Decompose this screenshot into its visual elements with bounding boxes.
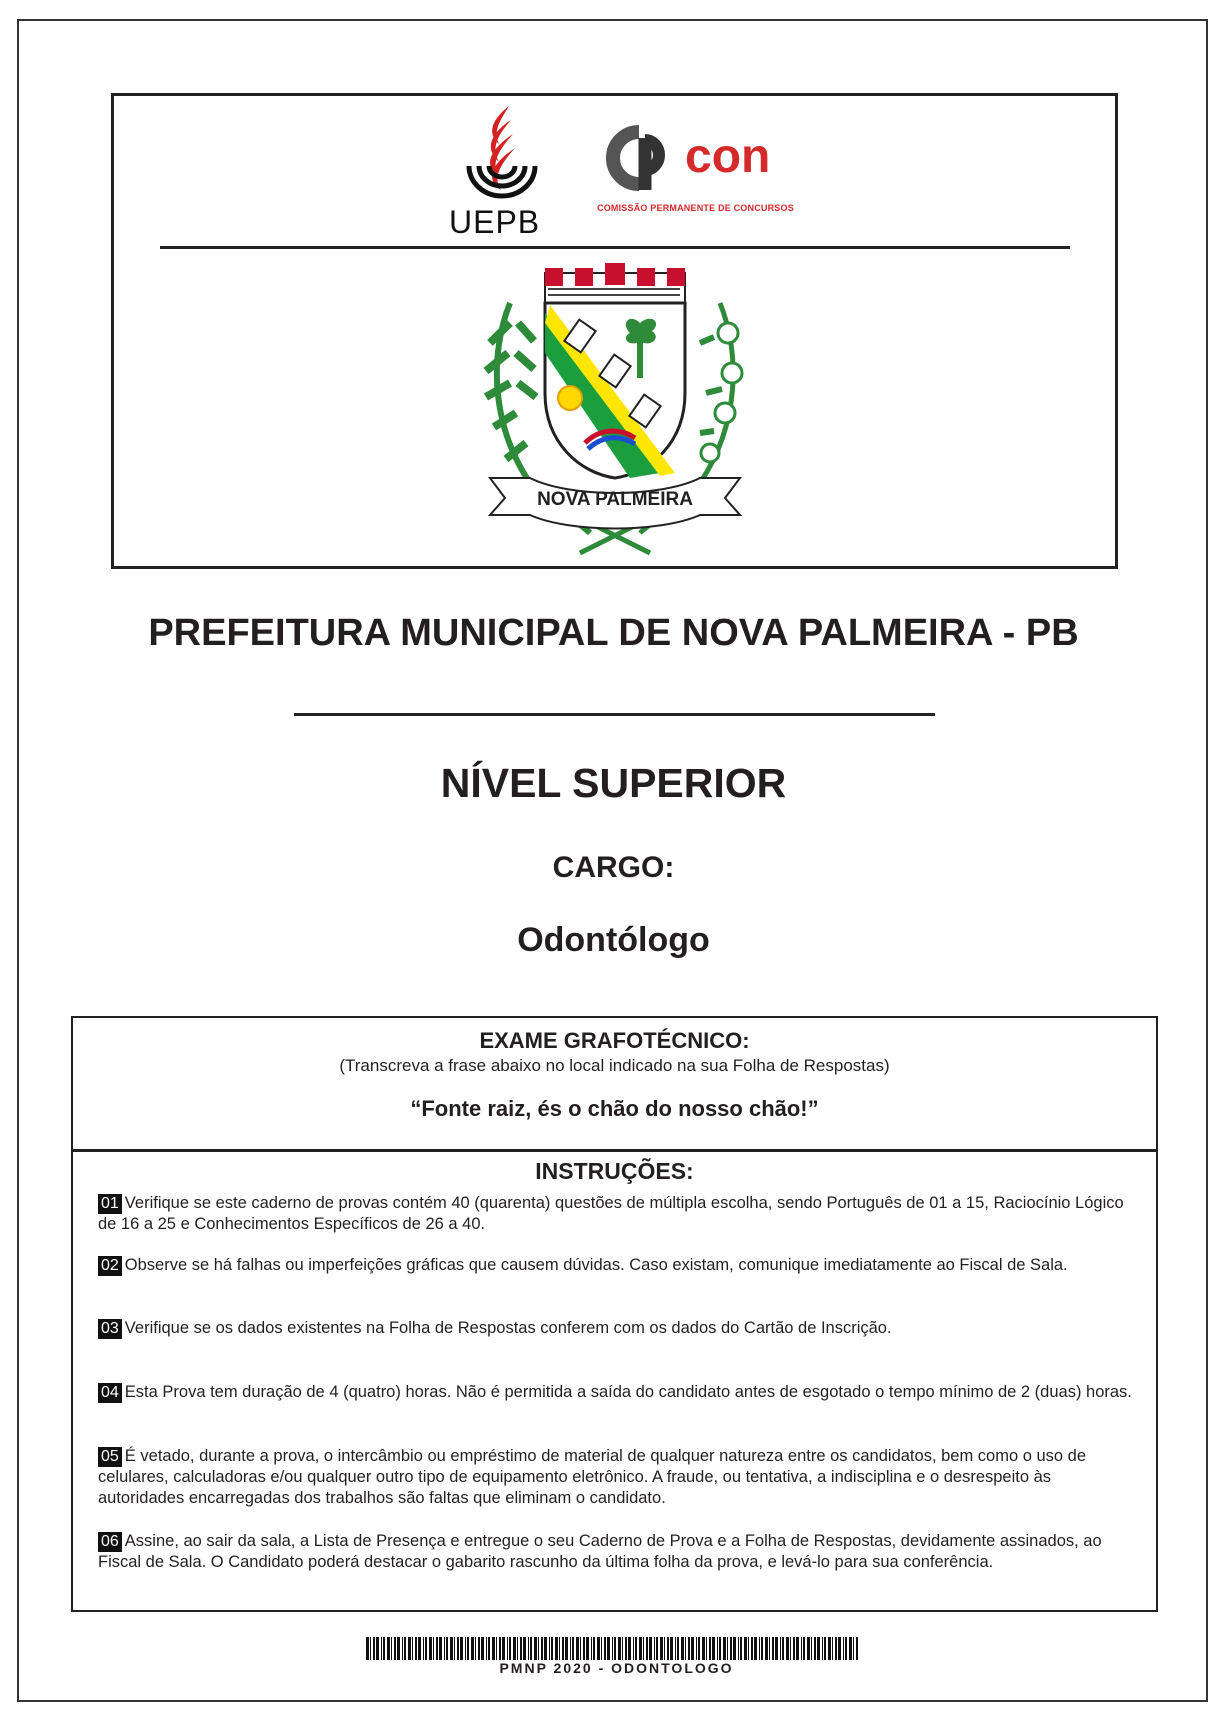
barcode-bar [530, 1637, 532, 1660]
barcode-bar [618, 1637, 621, 1660]
barcode-bar [733, 1637, 736, 1660]
barcode-bar [628, 1637, 631, 1660]
barcode-bar [528, 1637, 529, 1660]
barcode-bar [775, 1637, 778, 1660]
barcode-bar [404, 1637, 406, 1660]
exame-phrase: “Fonte raiz, és o chão do nosso chão!” [410, 1096, 819, 1121]
barcode-bar [460, 1637, 463, 1660]
item-number: 01 [98, 1194, 122, 1214]
barcode-bar [555, 1637, 558, 1660]
barcode-bar [811, 1637, 812, 1660]
barcode-bar [817, 1637, 820, 1660]
uepb-wordmark: UEPB [449, 204, 541, 240]
barcode-bar [654, 1637, 655, 1660]
barcode-bar [681, 1637, 684, 1660]
barcode-bar [712, 1637, 715, 1660]
instruction-item-04 [98, 1382, 1138, 1403]
barcode-bar [843, 1637, 844, 1660]
barcode-bar [507, 1637, 508, 1660]
barcode-bar [691, 1637, 694, 1660]
barcode-bar [698, 1637, 700, 1660]
instruction-item-01 [98, 1193, 1138, 1235]
barcode-bar [467, 1637, 469, 1660]
barcode-bar [391, 1637, 392, 1660]
barcode-bar [418, 1637, 421, 1660]
barcode-bar [425, 1637, 427, 1660]
instruction-item-02 [98, 1255, 1138, 1276]
barcode-bar [499, 1637, 501, 1660]
barcode-bar [580, 1637, 581, 1660]
barcode-bar [591, 1637, 592, 1660]
barcode-bar [838, 1637, 841, 1660]
barcode-bar [738, 1637, 739, 1660]
barcode-bar [492, 1637, 495, 1660]
barcode-bar [614, 1637, 616, 1660]
barcode-bar [376, 1637, 379, 1660]
barcode-bar [444, 1637, 445, 1660]
barcode-bar [370, 1637, 371, 1660]
cargo-value: Odontólogo [517, 921, 710, 959]
barcode-bar [486, 1637, 487, 1660]
barcode-bar [387, 1637, 390, 1660]
cpcon-logo [597, 124, 782, 192]
nivel-title: NÍVEL SUPERIOR [440, 760, 787, 806]
barcode-bar [586, 1637, 589, 1660]
barcode-bar [649, 1637, 652, 1660]
barcode-bar [394, 1637, 396, 1660]
barcode-bar [796, 1637, 799, 1660]
barcode-bar [454, 1637, 455, 1660]
logo-divider [160, 246, 1070, 249]
barcode-bar [793, 1637, 795, 1660]
barcode-bar [835, 1637, 837, 1660]
barcode-bar [803, 1637, 805, 1660]
item-number: 04 [98, 1383, 122, 1403]
barcode-bar [622, 1637, 623, 1660]
barcode-bar [786, 1637, 789, 1660]
barcode-bar [373, 1637, 375, 1660]
item-text: É vetado, durante a prova, o intercâmbio ou empréstimo de material de qualquer natureza entre os candidatos, bem como o uso de celulares, calculadoras e/ou qualquer outro tipo de equipamento eletrônico. A fraude, ou tentativa, a indisciplina e o desrespeito às autoridades encarregadas dos trabalhos são faltas que eliminam o candidato. [98, 1447, 1087, 1507]
item-text: Verifique se este caderno de provas contém 40 (quarenta) questões de múltipla escolha, sendo Português de 01 a 15, Raciocínio Lógico de 16 a 25 e Conhecimentos Específicos de 26 a 40. [98, 1194, 1124, 1233]
barcode-bar [429, 1637, 432, 1660]
barcode-bar [576, 1637, 579, 1660]
barcode-bar [667, 1637, 669, 1660]
barcode-bar [520, 1637, 522, 1660]
barcode-bar [612, 1637, 613, 1660]
barcode-bar [635, 1637, 637, 1660]
barcode-bar [790, 1637, 791, 1660]
barcode-bar [675, 1637, 676, 1660]
barcode-bar [488, 1637, 490, 1660]
barcode-bar [433, 1637, 434, 1660]
barcode-bar [450, 1637, 453, 1660]
barcode-bar [730, 1637, 732, 1660]
barcode-bar [457, 1637, 459, 1660]
barcode-bar [723, 1637, 726, 1660]
barcode-bar [593, 1637, 595, 1660]
barcode-bar [740, 1637, 742, 1660]
item-number: 02 [98, 1256, 122, 1276]
barcode-bar [807, 1637, 810, 1660]
instruction-item-06 [98, 1531, 1138, 1573]
barcode-bar [759, 1637, 760, 1660]
barcode-bar [381, 1637, 382, 1660]
barcode-bar [782, 1637, 784, 1660]
barcode-bar [688, 1637, 690, 1660]
barcode-bar [643, 1637, 644, 1660]
barcode-bar [828, 1637, 831, 1660]
barcode-bar [727, 1637, 728, 1660]
barcode-bar [639, 1637, 642, 1660]
barcode-bar [607, 1637, 610, 1660]
barcode-bar [719, 1637, 721, 1660]
barcode-bar [670, 1637, 673, 1660]
barcode-bar [751, 1637, 753, 1660]
exame-title: EXAME GRAFOTÉCNICO: [479, 1028, 750, 1053]
crest-ribbon-text: NOVA PALMEIRA [537, 489, 693, 510]
barcode-bar [646, 1637, 648, 1660]
barcode-bar [402, 1637, 403, 1660]
barcode-bar [706, 1637, 707, 1660]
item-text: Observe se há falhas ou imperfeições gráficas que causem dúvidas. Caso existam, comunique imediatamente ao Fiscal de Sala. [124, 1256, 1068, 1274]
cpcon-subtitle: COMISSÃO PERMANENTE DE CONCURSOS [597, 203, 794, 213]
barcode-bar [397, 1637, 400, 1660]
barcode-bar [702, 1637, 705, 1660]
barcode-bar [664, 1637, 665, 1660]
barcode-bar [748, 1637, 749, 1660]
barcode-bar [772, 1637, 774, 1660]
barcode-bar [544, 1637, 547, 1660]
barcode-bar [754, 1637, 757, 1660]
barcode-bar [366, 1637, 369, 1660]
item-text: Esta Prova tem duração de 4 (quatro) horas. Não é permitida a saída do candidato antes de esgotado o tempo mínimo de 2 (duas) horas. [124, 1383, 1132, 1401]
barcode-bar [517, 1637, 518, 1660]
barcode-bar [559, 1637, 560, 1660]
barcode-bar [845, 1637, 847, 1660]
barcode-bar [583, 1637, 585, 1660]
barcode-bar [832, 1637, 833, 1660]
barcode-bar [496, 1637, 497, 1660]
title-divider [294, 713, 935, 716]
item-number: 03 [98, 1319, 122, 1339]
barcode-bar [633, 1637, 634, 1660]
barcode [366, 1637, 861, 1660]
barcode-bar [436, 1637, 438, 1660]
barcode-bar [481, 1637, 484, 1660]
cargo-label: CARGO: [552, 851, 675, 884]
barcode-bar [685, 1637, 686, 1660]
barcode-bar [502, 1637, 505, 1660]
instruction-item-03 [98, 1318, 1138, 1339]
svg-text:con: con [685, 130, 771, 183]
barcode-bar [415, 1637, 417, 1660]
item-text: Verifique se os dados existentes na Folha de Respostas conferem com os dados do Cartão de Inscrição. [124, 1319, 892, 1337]
barcode-bar [717, 1637, 718, 1660]
barcode-bar [824, 1637, 826, 1660]
barcode-bar [446, 1637, 448, 1660]
instruction-item-05 [98, 1446, 1138, 1509]
item-number: 06 [98, 1532, 122, 1552]
exame-instruction: (Transcreva a frase abaixo no local indicado na sua Folha de Respostas) [339, 1056, 890, 1075]
barcode-bar [744, 1637, 747, 1660]
barcode-bar [853, 1637, 854, 1660]
barcode-bar [478, 1637, 480, 1660]
barcode-bar [534, 1637, 537, 1660]
barcode-bar [761, 1637, 763, 1660]
barcode-bar [822, 1637, 823, 1660]
barcode-bar [709, 1637, 711, 1660]
instrucoes-title: INSTRUÇÕES: [535, 1158, 694, 1184]
barcode-bar [660, 1637, 663, 1660]
barcode-bar [625, 1637, 627, 1660]
barcode-bar [765, 1637, 768, 1660]
barcode-bar [780, 1637, 781, 1660]
barcode-bar [551, 1637, 553, 1660]
municipal-crest [470, 263, 760, 563]
barcode-bar [572, 1637, 574, 1660]
barcode-bar [597, 1637, 600, 1660]
item-number: 05 [98, 1447, 122, 1467]
barcode-bar [423, 1637, 424, 1660]
barcode-bar [677, 1637, 679, 1660]
barcode-bar [408, 1637, 411, 1660]
barcode-bar [814, 1637, 816, 1660]
barcode-bar [601, 1637, 602, 1660]
barcode-bar [570, 1637, 571, 1660]
barcode-bar [465, 1637, 466, 1660]
barcode-text: PMNP 2020 - ODONTOLOGO [499, 1660, 734, 1676]
barcode-bar [412, 1637, 413, 1660]
barcode-bar [565, 1637, 568, 1660]
barcode-bar [562, 1637, 564, 1660]
barcode-bar [471, 1637, 474, 1660]
barcode-bar [509, 1637, 511, 1660]
barcode-bar [538, 1637, 539, 1660]
barcode-bar [383, 1637, 385, 1660]
box-divider [73, 1149, 1156, 1152]
barcode-bar [849, 1637, 852, 1660]
instructions-box [71, 1016, 1158, 1612]
prefeitura-title: PREFEITURA MUNICIPAL DE NOVA PALMEIRA - PB [148, 612, 1079, 654]
barcode-bar [696, 1637, 697, 1660]
barcode-bar [513, 1637, 516, 1660]
barcode-bar [549, 1637, 550, 1660]
barcode-bar [523, 1637, 526, 1660]
barcode-bar [604, 1637, 606, 1660]
barcode-bar [541, 1637, 543, 1660]
barcode-bar [656, 1637, 658, 1660]
barcode-bar [769, 1637, 770, 1660]
barcode-bar [801, 1637, 802, 1660]
item-text: Assine, ao sair da sala, a Lista de Presença e entregue o seu Caderno de Prova e a Folha de Respostas, devidamente assinados, ao Fiscal de Sala. O Candidato poderá destacar o gabarito rascunho da última folha da prova, e levá-lo para sua conferência. [98, 1532, 1102, 1571]
barcode-bar [475, 1637, 476, 1660]
barcode-bar [439, 1637, 442, 1660]
barcode-bar [856, 1637, 858, 1660]
